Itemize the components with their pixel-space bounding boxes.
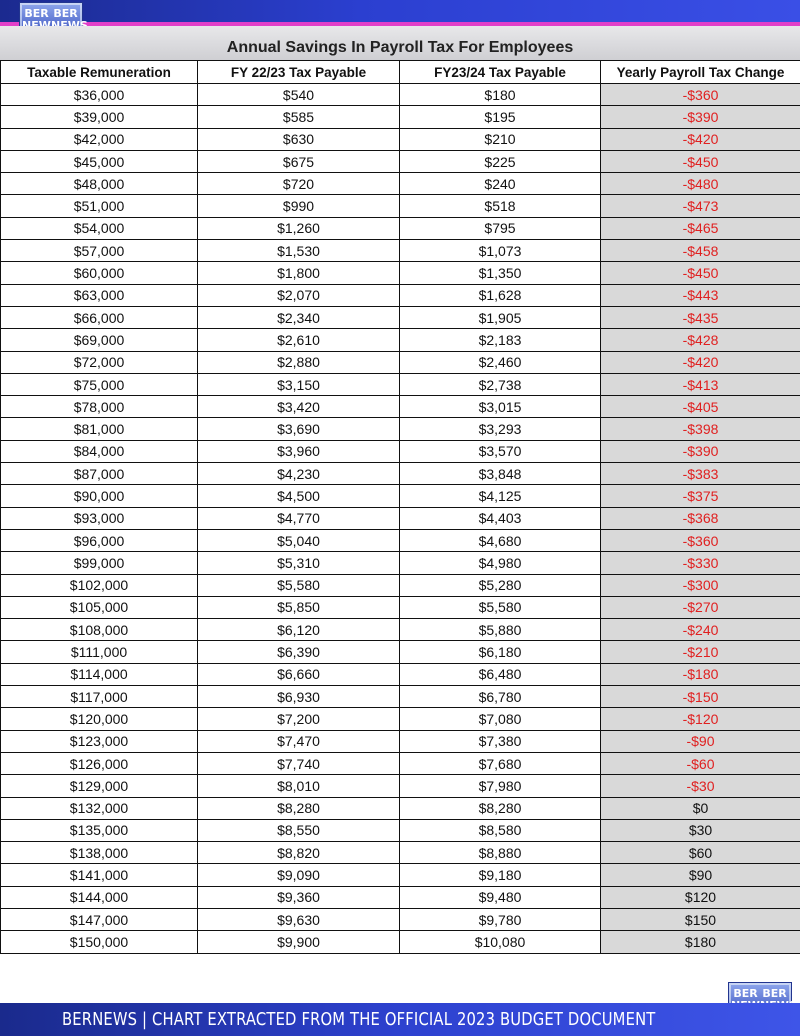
cell-taxable-remuneration: $51,000 — [1, 195, 198, 217]
cell-yearly-change: -$300 — [601, 574, 800, 596]
cell-fy2223-tax: $1,800 — [198, 262, 400, 284]
table-row — [1, 908, 800, 930]
table-row — [1, 485, 800, 507]
cell-taxable-remuneration: $69,000 — [1, 329, 198, 351]
cell-taxable-remuneration: $81,000 — [1, 418, 198, 440]
cell-yearly-change: -$420 — [601, 351, 800, 373]
cell-taxable-remuneration: $66,000 — [1, 306, 198, 328]
cell-fy2324-tax: $180 — [400, 84, 601, 106]
cell-fy2324-tax: $10,080 — [400, 931, 601, 953]
table-row — [1, 150, 800, 172]
table-row — [1, 306, 800, 328]
cell-taxable-remuneration: $39,000 — [1, 106, 198, 128]
table-row — [1, 730, 800, 752]
cell-yearly-change: -$150 — [601, 686, 800, 708]
cell-fy2223-tax: $8,820 — [198, 842, 400, 864]
cell-fy2223-tax: $9,090 — [198, 864, 400, 886]
cell-fy2324-tax: $5,280 — [400, 574, 601, 596]
column-header-taxable-remuneration: Taxable Remuneration — [1, 61, 198, 84]
cell-taxable-remuneration: $45,000 — [1, 150, 198, 172]
cell-taxable-remuneration: $123,000 — [1, 730, 198, 752]
cell-taxable-remuneration: $84,000 — [1, 440, 198, 462]
cell-fy2223-tax: $4,770 — [198, 507, 400, 529]
cell-taxable-remuneration: $141,000 — [1, 864, 198, 886]
cell-fy2324-tax: $8,580 — [400, 819, 601, 841]
table-body — [1, 84, 800, 954]
table-row — [1, 819, 800, 841]
cell-fy2223-tax: $630 — [198, 128, 400, 150]
cell-fy2223-tax: $2,070 — [198, 284, 400, 306]
table-row — [1, 931, 800, 953]
cell-yearly-change: $120 — [601, 886, 800, 908]
table-row — [1, 775, 800, 797]
cell-taxable-remuneration: $57,000 — [1, 240, 198, 262]
cell-fy2324-tax: $3,570 — [400, 440, 601, 462]
table-row — [1, 619, 800, 641]
cell-fy2324-tax: $9,480 — [400, 886, 601, 908]
cell-fy2324-tax: $3,015 — [400, 396, 601, 418]
cell-fy2223-tax: $5,040 — [198, 529, 400, 551]
table-row — [1, 864, 800, 886]
cell-yearly-change: -$480 — [601, 173, 800, 195]
cell-fy2223-tax: $4,500 — [198, 485, 400, 507]
cell-fy2324-tax: $7,980 — [400, 775, 601, 797]
cell-taxable-remuneration: $63,000 — [1, 284, 198, 306]
table-row — [1, 84, 800, 106]
cell-fy2324-tax: $6,180 — [400, 641, 601, 663]
table-row — [1, 373, 800, 395]
table-row — [1, 686, 800, 708]
cell-fy2324-tax: $1,905 — [400, 306, 601, 328]
cell-fy2324-tax: $3,293 — [400, 418, 601, 440]
cell-fy2223-tax: $9,900 — [198, 931, 400, 953]
column-header-fy2223-tax: FY 22/23 Tax Payable — [198, 61, 400, 84]
cell-fy2223-tax: $1,260 — [198, 217, 400, 239]
cell-fy2324-tax: $9,180 — [400, 864, 601, 886]
cell-taxable-remuneration: $126,000 — [1, 752, 198, 774]
logo-cube-left: BER — [22, 5, 51, 41]
cell-yearly-change: -$375 — [601, 485, 800, 507]
cell-yearly-change: $30 — [601, 819, 800, 841]
table-row — [1, 708, 800, 730]
cell-yearly-change: -$120 — [601, 708, 800, 730]
cell-taxable-remuneration: $99,000 — [1, 552, 198, 574]
cell-taxable-remuneration: $114,000 — [1, 663, 198, 685]
cell-fy2223-tax: $5,310 — [198, 552, 400, 574]
cell-fy2223-tax: $8,550 — [198, 819, 400, 841]
cell-fy2223-tax: $5,850 — [198, 596, 400, 618]
table-row — [1, 329, 800, 351]
cell-fy2324-tax: $7,380 — [400, 730, 601, 752]
table-row — [1, 284, 800, 306]
cell-fy2324-tax: $210 — [400, 128, 601, 150]
cell-taxable-remuneration: $108,000 — [1, 619, 198, 641]
cell-yearly-change: -$270 — [601, 596, 800, 618]
cell-fy2324-tax: $9,780 — [400, 908, 601, 930]
table-row — [1, 752, 800, 774]
cell-fy2223-tax: $7,200 — [198, 708, 400, 730]
cell-fy2324-tax: $6,480 — [400, 663, 601, 685]
column-header-fy2324-tax: FY23/24 Tax Payable — [400, 61, 601, 84]
table-row — [1, 195, 800, 217]
table-row — [1, 396, 800, 418]
cell-fy2324-tax: $2,183 — [400, 329, 601, 351]
cell-yearly-change: -$210 — [601, 641, 800, 663]
cell-fy2324-tax: $5,880 — [400, 619, 601, 641]
cell-fy2223-tax: $5,580 — [198, 574, 400, 596]
cell-yearly-change: -$443 — [601, 284, 800, 306]
logo-cube-right: BER — [51, 5, 80, 41]
table-row — [1, 106, 800, 128]
cell-taxable-remuneration: $102,000 — [1, 574, 198, 596]
cell-fy2223-tax: $720 — [198, 173, 400, 195]
cell-yearly-change: -$30 — [601, 775, 800, 797]
cell-fy2223-tax: $3,690 — [198, 418, 400, 440]
cell-yearly-change: -$458 — [601, 240, 800, 262]
table-row — [1, 596, 800, 618]
cell-yearly-change: -$435 — [601, 306, 800, 328]
cell-fy2223-tax: $6,390 — [198, 641, 400, 663]
cell-fy2324-tax: $1,073 — [400, 240, 601, 262]
cell-fy2223-tax: $6,930 — [198, 686, 400, 708]
cell-fy2223-tax: $4,230 — [198, 463, 400, 485]
cell-taxable-remuneration: $54,000 — [1, 217, 198, 239]
cell-fy2223-tax: $7,470 — [198, 730, 400, 752]
cell-fy2324-tax: $7,080 — [400, 708, 601, 730]
payroll-tax-table — [0, 60, 800, 954]
cell-yearly-change: -$405 — [601, 396, 800, 418]
table-row — [1, 641, 800, 663]
cell-fy2324-tax: $4,125 — [400, 485, 601, 507]
table-row — [1, 797, 800, 819]
cell-fy2223-tax: $9,630 — [198, 908, 400, 930]
table-row — [1, 418, 800, 440]
logo-cube-right: BER — [760, 985, 789, 1021]
table-row — [1, 351, 800, 373]
cell-fy2223-tax: $6,660 — [198, 663, 400, 685]
cell-yearly-change: -$413 — [601, 373, 800, 395]
table-row — [1, 574, 800, 596]
cell-taxable-remuneration: $150,000 — [1, 931, 198, 953]
cell-fy2223-tax: $6,120 — [198, 619, 400, 641]
cell-fy2223-tax: $2,880 — [198, 351, 400, 373]
table-row — [1, 552, 800, 574]
cell-fy2223-tax: $2,340 — [198, 306, 400, 328]
cell-taxable-remuneration: $117,000 — [1, 686, 198, 708]
cell-fy2324-tax: $195 — [400, 106, 601, 128]
cell-fy2324-tax: $240 — [400, 173, 601, 195]
cell-taxable-remuneration: $42,000 — [1, 128, 198, 150]
footer-banner — [0, 1003, 800, 1036]
cell-yearly-change: -$420 — [601, 128, 800, 150]
table-row — [1, 507, 800, 529]
cell-fy2324-tax: $518 — [400, 195, 601, 217]
cell-yearly-change: -$428 — [601, 329, 800, 351]
cell-fy2324-tax: $8,280 — [400, 797, 601, 819]
cell-yearly-change: $90 — [601, 864, 800, 886]
cell-yearly-change: -$450 — [601, 150, 800, 172]
cell-yearly-change: -$473 — [601, 195, 800, 217]
cell-yearly-change: -$383 — [601, 463, 800, 485]
cell-taxable-remuneration: $36,000 — [1, 84, 198, 106]
cell-fy2223-tax: $990 — [198, 195, 400, 217]
cell-fy2223-tax: $7,740 — [198, 752, 400, 774]
cell-fy2324-tax: $2,460 — [400, 351, 601, 373]
cell-taxable-remuneration: $48,000 — [1, 173, 198, 195]
cell-fy2223-tax: $2,610 — [198, 329, 400, 351]
cell-fy2223-tax: $3,150 — [198, 373, 400, 395]
table-row — [1, 886, 800, 908]
cell-fy2324-tax: $4,403 — [400, 507, 601, 529]
cell-taxable-remuneration: $87,000 — [1, 463, 198, 485]
cell-yearly-change: -$398 — [601, 418, 800, 440]
cell-taxable-remuneration: $135,000 — [1, 819, 198, 841]
table-row — [1, 128, 800, 150]
cell-taxable-remuneration: $138,000 — [1, 842, 198, 864]
title-bar — [0, 26, 800, 61]
cell-fy2324-tax: $795 — [400, 217, 601, 239]
top-banner — [0, 0, 800, 22]
cell-fy2223-tax: $3,420 — [198, 396, 400, 418]
cell-taxable-remuneration: $111,000 — [1, 641, 198, 663]
cell-taxable-remuneration: $90,000 — [1, 485, 198, 507]
footer-source-text: BERNEWS | CHART EXTRACTED FROM THE OFFICIAL 2023 BUDGET DOCUMENT — [62, 1009, 656, 1030]
cell-yearly-change: -$465 — [601, 217, 800, 239]
cell-taxable-remuneration: $60,000 — [1, 262, 198, 284]
cell-taxable-remuneration: $120,000 — [1, 708, 198, 730]
cell-taxable-remuneration: $93,000 — [1, 507, 198, 529]
table-row — [1, 262, 800, 284]
cell-yearly-change: $60 — [601, 842, 800, 864]
cell-yearly-change: -$240 — [601, 619, 800, 641]
cell-fy2324-tax: $5,580 — [400, 596, 601, 618]
cell-fy2223-tax: $3,960 — [198, 440, 400, 462]
cell-taxable-remuneration: $78,000 — [1, 396, 198, 418]
cell-fy2324-tax: $6,780 — [400, 686, 601, 708]
cell-yearly-change: -$90 — [601, 730, 800, 752]
cell-fy2223-tax: $1,530 — [198, 240, 400, 262]
cell-taxable-remuneration: $96,000 — [1, 529, 198, 551]
cell-yearly-change: -$360 — [601, 529, 800, 551]
cell-yearly-change: $150 — [601, 908, 800, 930]
cell-yearly-change: -$390 — [601, 440, 800, 462]
table-row — [1, 529, 800, 551]
column-header-yearly-change: Yearly Payroll Tax Change — [601, 61, 800, 84]
cell-fy2223-tax: $8,280 — [198, 797, 400, 819]
cell-taxable-remuneration: $75,000 — [1, 373, 198, 395]
cell-fy2324-tax: $4,980 — [400, 552, 601, 574]
table-header-row — [1, 61, 800, 84]
cell-yearly-change: -$330 — [601, 552, 800, 574]
cell-fy2324-tax: $7,680 — [400, 752, 601, 774]
cell-yearly-change: -$360 — [601, 84, 800, 106]
cell-yearly-change: -$368 — [601, 507, 800, 529]
cell-fy2223-tax: $585 — [198, 106, 400, 128]
table-row — [1, 842, 800, 864]
cell-yearly-change: -$390 — [601, 106, 800, 128]
cell-fy2324-tax: $2,738 — [400, 373, 601, 395]
cell-fy2324-tax: $8,880 — [400, 842, 601, 864]
cell-fy2324-tax: $225 — [400, 150, 601, 172]
cell-fy2324-tax: $1,628 — [400, 284, 601, 306]
cell-yearly-change: -$180 — [601, 663, 800, 685]
table-row — [1, 217, 800, 239]
cell-taxable-remuneration: $129,000 — [1, 775, 198, 797]
cell-fy2324-tax: $4,680 — [400, 529, 601, 551]
table-row — [1, 240, 800, 262]
cell-fy2223-tax: $540 — [198, 84, 400, 106]
cell-fy2223-tax: $675 — [198, 150, 400, 172]
chart-title: Annual Savings In Payroll Tax For Employees — [226, 39, 574, 56]
cell-yearly-change: -$450 — [601, 262, 800, 284]
cell-fy2324-tax: $3,848 — [400, 463, 601, 485]
cell-taxable-remuneration: $105,000 — [1, 596, 198, 618]
table-row — [1, 173, 800, 195]
cell-yearly-change: $180 — [601, 931, 800, 953]
table-row — [1, 663, 800, 685]
cell-fy2324-tax: $1,350 — [400, 262, 601, 284]
cell-yearly-change: $0 — [601, 797, 800, 819]
cell-taxable-remuneration: $72,000 — [1, 351, 198, 373]
logo-cube-left: BER — [731, 985, 760, 1021]
cell-fy2223-tax: $8,010 — [198, 775, 400, 797]
cell-taxable-remuneration: $147,000 — [1, 908, 198, 930]
cell-fy2223-tax: $9,360 — [198, 886, 400, 908]
cell-taxable-remuneration: $144,000 — [1, 886, 198, 908]
cell-taxable-remuneration: $132,000 — [1, 797, 198, 819]
table-row — [1, 440, 800, 462]
table-row — [1, 463, 800, 485]
cell-yearly-change: -$60 — [601, 752, 800, 774]
